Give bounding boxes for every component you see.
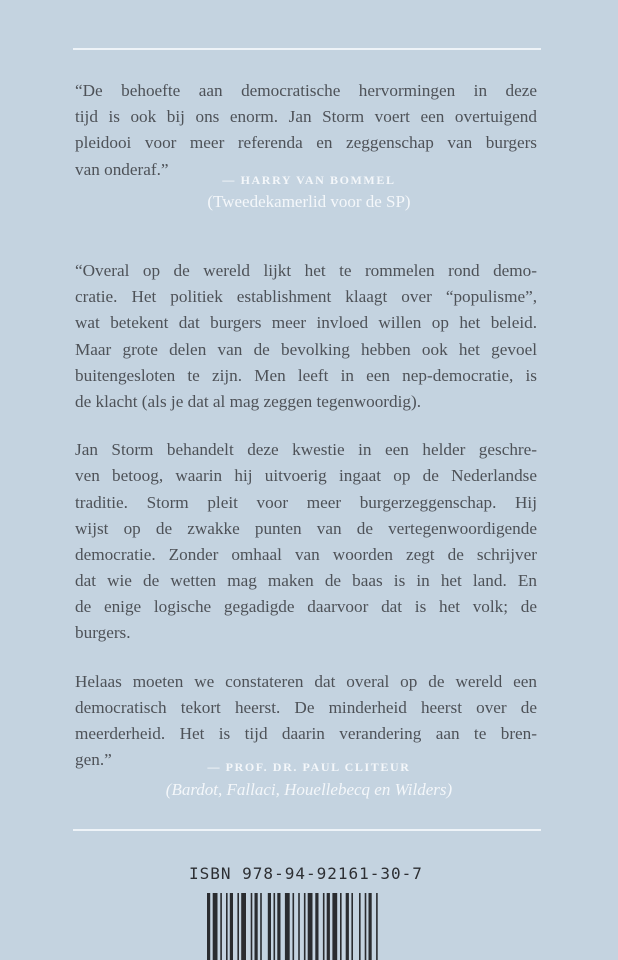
barcode-bar: [332, 893, 337, 960]
quote-line: gen.”: [75, 750, 112, 770]
quote-line: burgers.: [75, 623, 131, 643]
barcode-bar: [293, 893, 295, 960]
quote-line: ven betoog, waarin hij uitvoerig ingaat op de Nederlandse: [75, 466, 537, 486]
quote-line: Helaas moeten we constateren dat overal op de wereld een: [75, 671, 537, 691]
barcode-bar: [351, 893, 353, 960]
barcode-bar: [376, 893, 378, 960]
quote-line: “De behoefte aan democratische hervormingen in deze: [75, 81, 537, 100]
quote-line: democratisch tekort heerst. De minderheid heerst over de: [75, 697, 537, 717]
quote-line: pleidooi voor meer referenda en zeggenschap van burgers: [75, 133, 537, 153]
top-divider: [73, 48, 541, 50]
barcode-bar: [226, 893, 228, 960]
quote-line: dat wie de wetten mag maken de baas is in het land. En: [75, 571, 537, 591]
barcode-bar: [220, 893, 222, 960]
barcode-bar: [365, 893, 367, 960]
barcode-bar: [285, 893, 290, 960]
barcode-bar: [304, 893, 306, 960]
barcode-bar: [207, 893, 210, 960]
barcode-icon: [207, 893, 419, 960]
quote1-author: — HARRY VAN BOMMEL: [222, 173, 396, 187]
barcode-bar: [369, 893, 372, 960]
bottom-divider: [73, 829, 541, 831]
quote-line: de klacht (als je dat al mag zeggen tegenwoordig).: [75, 391, 421, 411]
quote-van-bommel: [75, 78, 537, 183]
quote-line: Maar grote delen van de bevolking hebben ook het gevoel: [75, 339, 537, 359]
barcode-bar: [323, 893, 325, 960]
quote-line: buitengesloten te zijn. Men leeft in een nep-democratie, is: [75, 365, 537, 385]
barcode-bar: [340, 893, 342, 960]
barcode-bar: [241, 893, 246, 960]
quote-line: wat betekent dat burgers meer invloed willen op het beleid.: [75, 313, 537, 333]
barcode-bar: [260, 893, 262, 960]
barcode-bar: [251, 893, 253, 960]
barcode-bar: [359, 893, 361, 960]
barcode-bar: [237, 893, 239, 960]
quote-line: meerderheid. Het is tijd daarin verandering aan te bren-: [75, 724, 537, 743]
quote1-role: (Tweedekamerlid voor de SP): [207, 192, 411, 211]
quote-line: “Overal op de wereld lijkt het te rommelen rond demo-: [75, 261, 537, 280]
quote-line: van onderaf.”: [75, 159, 169, 179]
quote-line: Jan Storm behandelt deze kwestie in een helder geschre-: [75, 440, 537, 460]
barcode-bar: [315, 893, 318, 960]
barcode-bar: [230, 893, 233, 960]
barcode-bar: [255, 893, 258, 960]
barcode-bar: [346, 893, 349, 960]
quote-line: tijd is ook bij ons enorm. Jan Storm voert een overtuigend: [75, 107, 537, 127]
quote-line: de enige logische gegadigde daarvoor dat is het volk; de: [75, 597, 537, 617]
quote-line: democratie. Zonder omhaal van woorden zegt de schrijver: [75, 544, 537, 564]
quote2-role: (Bardot, Fallaci, Houellebecq en Wilders): [165, 780, 453, 799]
quote-line: traditie. Storm pleit voor meer burgerzeggenschap. Hij: [75, 492, 537, 512]
barcode-bar: [274, 893, 276, 960]
barcode-bar: [277, 893, 280, 960]
barcode-bar: [268, 893, 271, 960]
barcode-bar: [308, 893, 313, 960]
isbn-number: ISBN 978-94-92161-30-7: [189, 864, 423, 883]
quote-line: cratie. Het politiek establishment klaagt over “populisme”,: [75, 287, 537, 307]
barcode-bar: [327, 893, 330, 960]
barcode-bar: [213, 893, 218, 960]
quote-cliteur: [75, 258, 537, 773]
quote-line: wijst op de zwakke punten van de vertegenwoordigende: [75, 518, 537, 538]
quote2-author: — PROF. DR. PAUL CLITEUR: [207, 760, 411, 774]
barcode-bar: [298, 893, 300, 960]
